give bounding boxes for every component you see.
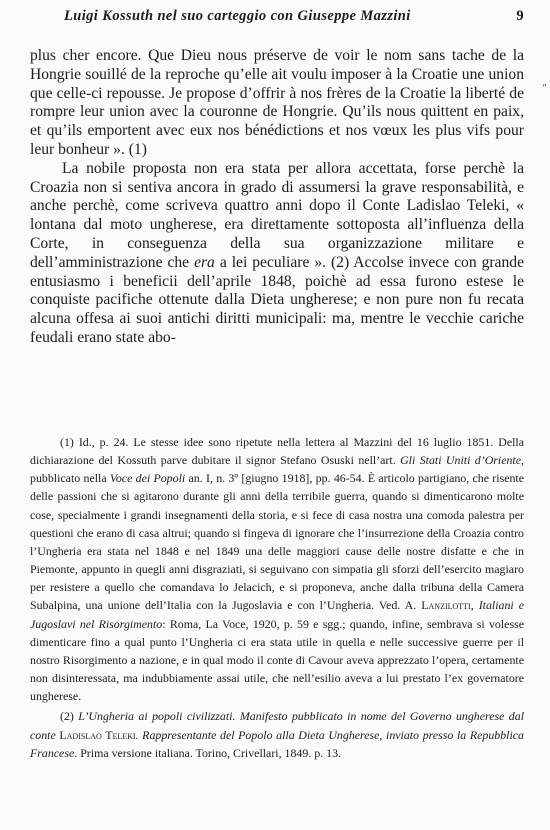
footnotes — [30, 433, 524, 762]
paragraph-italian: La nobile proposta non era stata per allora accettata, forse perchè la Croazia non si sentiva ancora in grado di assumersi la grave responsabilità, e anche perchè, come scriveva quattro anni dopo il Conte Ladislao Teleki, « lontana dal moto ungherese, era direttamente sottoposta all’influenza della Corte, in conseguenza della sua organizzazione militare e dell’amministrazione che era a lei peculiare ». (2) Accolse invece con grande entusiasmo i beneficii dell’aprile 1848, poichè ad essa furono estese le conquiste pacifiche ottenute dalla Dieta ungherese; e non pure non fu recata alcuna offesa ai suoi antichi diritti municipali: ma, mentre le vecchie cariche feudali erano state abo- — [30, 159, 524, 346]
main-text — [30, 47, 524, 348]
paragraph-french-quote: plus cher encore. Que Dieu nous préserve de voir le nom sans tache de la Hongrie souillé de la reproche qu’elle ait voulu imposer à la Croatie une union que celle-ci repousse. Je propose d’offrir à nos frères de la Croatie la liberté de rompre leur union avec la couronne de Hongrie. Qu’ils nous quittent en paix, et qu’ils emportent avec eux nos bénédictions et nos vœux les plus vifs pour leur bonheur ». (1) — [30, 47, 524, 158]
footnote-1: (1) Id., p. 24. Le stesse idee sono ripetute nella lettera al Mazzini del 16 luglio 1851. Della dichiarazione del Kossuth parve dubitare il signor Stefano Osuski nell’art. Gli Stati Uniti d’Oriente, pubblicato nella Voce dei Popoli an. I, n. 3º [giugno 1918], pp. 46-54. È articolo partigiano, che risente delle passioni che si agitarono durante gli anni della terribile guerra, quando si dimenticarono molte cose, specialmente i grandi insegnamenti della storia, e si fece di casa nostra una comoda palestra per questioni che erano di casa altrui; quando si fingeva di ignorare che l’insurrezione della Croazia contro l’Ungheria era stata nel 1848 e nel 1849 una delle maggiori cause delle nostre disfatte e che in Piemonte, appunto in quegli anni disgraziati, si seguivano con simpatia gli sforzi dell’esercito magiaro per resistere a quello che comandava lo Jelacich, e si proponeva, anche dalla tribuna della Camera Subalpina, una unione dell’Italia con la Jugoslavia e con l’Ungheria. Ved. A. Lanzilotti, Italiani e Jugoslavi nel Risorgimento: Roma, La Voce, 1920, p. 59 e sgg.; quando, infine, sembrava si volesse dimenticare fino a qual punto l’Ungheria ci era stata utile in quella e nelle successive guerre per il nostro Risorgimento a nazione, e in qual modo il conte di Cavour aveva apprezzato l’opera, certamente non disinteressata, ma indubbiamente assai utile, che nell’esilio aveva a lui prestato l’ex governatore ungherese. — [30, 435, 524, 704]
running-title: Luigi Kossuth nel suo carteggio con Giuseppe Mazzini — [64, 8, 411, 24]
page-number: 9 — [516, 8, 524, 24]
margin-mark: ʺ — [542, 84, 547, 95]
footnote-2: (2) L’Ungheria ai popoli civilizzati. Manifesto pubblicato in nome del Governo ungherese dal conte Ladislao Teleki. Rappresentante del Popolo alla Dieta Ungherese, inviato presso la Repubblica Francese. Prima versione italiana. Torino, Crivellari, 1849. p. 13. — [30, 709, 524, 760]
